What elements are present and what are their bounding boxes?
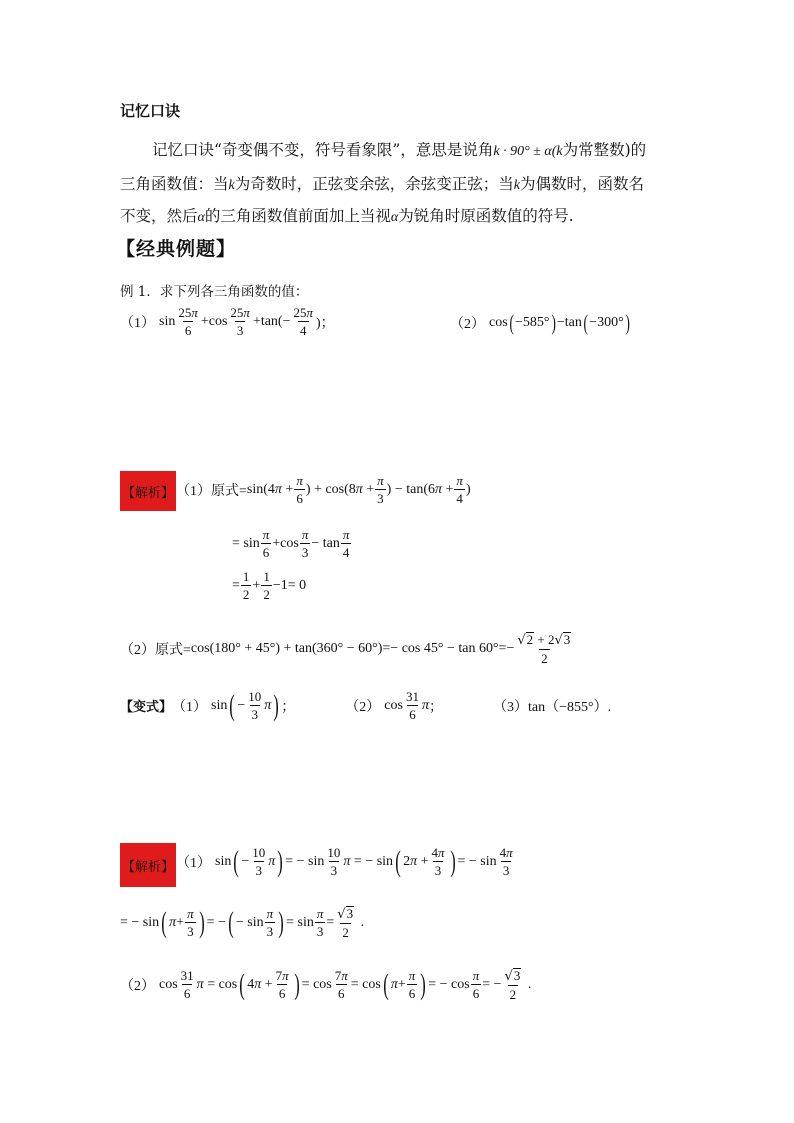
paragraph-line-2 <box>120 170 644 200</box>
paragraph-k: k <box>513 178 520 193</box>
section-title: 记忆口诀 <box>120 102 181 120</box>
paragraph-math: k · 90° ± α( <box>493 144 557 159</box>
paragraph-alpha: α <box>390 210 399 225</box>
example-1-part-1: （1） sin $\frac{25\pi}{6}$ +cos $\frac{25\pi}{3}$ +tan(− $\frac{25\pi}{4}$ )； <box>120 305 335 338</box>
paragraph-text: 为常整数)的 <box>562 141 647 159</box>
paragraph-text: 不变，然后 <box>120 207 198 225</box>
solution-2-part-2: （2） cos $\frac{31}{6}$ π = cos ( 4π + $\frac{7\pi}{6}$ ) = cos $\frac{7\pi}{6}$ = cos ( π + $\frac{\pi}{6}$ ) = − cos $\frac{\pi}{6}$ = − $\frac{√3}{2}$ . <box>120 967 532 1002</box>
paragraph-text: 的三角函数值前面加上当视 <box>204 207 391 225</box>
solution-1-part-2: （2）原式= cos(180° + 45°) + tan(360° − 60°)=− cos 45° − tan 60°=− $\frac{√2 + 2√3}{2}$ <box>120 632 571 666</box>
part-2-expression: cos(180° + 45°) + tan(360° − 60°)=− cos 45° − tan 60°=− <box>190 640 515 656</box>
paragraph-line-1 <box>152 136 646 166</box>
paragraph-text: 三角函数值：当 <box>120 175 229 193</box>
example-1-part-2: （2） cos ( −585° ) − tan ( −300° ) <box>450 310 630 335</box>
cos-text: cos <box>489 315 508 330</box>
part-label: （2） <box>345 699 381 715</box>
paragraph-alpha: α <box>197 210 205 225</box>
solution-label: （1）原式= <box>176 483 247 499</box>
tan-text: tan <box>564 315 582 330</box>
part-3-text: tan（−855°）. <box>527 699 612 715</box>
example-1-stem: 例 1．求下列各三角函数的值： <box>120 284 309 300</box>
solution-tag: 【解析】 <box>120 843 176 887</box>
part-label: （1） <box>176 855 211 871</box>
paragraph-k: k <box>556 144 563 159</box>
examples-title: 【经典例题】 <box>116 238 237 260</box>
paragraph-text: 为偶数时，函数名 <box>519 175 644 193</box>
arg-1: −585° <box>515 315 550 330</box>
solution-1-line-2: = sin $\frac{\pi}{6}$ +cos $\frac{\pi}{3}$ − tan $\frac{\pi}{4}$ <box>232 527 350 560</box>
arg-2: −300° <box>589 315 624 330</box>
variant-label: 【变式】 <box>120 700 173 715</box>
part-label: （2） <box>120 978 155 994</box>
paragraph-k: k <box>228 178 235 193</box>
minus-sign: − <box>556 315 565 330</box>
variant-row: 【变式】 （1） sin ( − $\frac{10}{3}$ π ) ； （2） cos $\frac{31}{6}$ π ； （3） tan（−855°）. <box>120 688 612 722</box>
paragraph-text: 为奇数时，正弦变余弦，余弦变正弦；当 <box>234 175 514 193</box>
part-label: （3） <box>492 699 528 715</box>
solution-1-line-3: = $\frac{1}{2}$ + $\frac{1}{2}$ −1 = 0 <box>232 569 307 602</box>
part-label: （1） <box>172 699 208 715</box>
part-label: （2）原式= <box>120 642 191 658</box>
result: = 0 <box>287 577 307 593</box>
solution-1-line-1: （1）原式= sin(4π + $\frac{\pi}{6}$ ) + cos(8π + $\frac{\pi}{3}$ ) − tan(6π + $\frac{\pi}{4}$ ) <box>176 473 471 506</box>
solution-tag: 【解析】 <box>120 471 176 511</box>
part-label: （2） <box>450 317 485 332</box>
solution-2-line-2: = − sin ( π + $\frac{\pi}{3}$ ) = − ( − sin $\frac{\pi}{3}$ ) = sin $\frac{\pi}{3}$ = $\frac{√3}{2}$ . <box>120 905 365 940</box>
paragraph-text: 为锐角时原函数值的符号. <box>398 207 574 225</box>
part-label: （1） <box>120 315 155 331</box>
paragraph-line-3 <box>120 202 574 232</box>
paragraph-text: 记忆口诀“奇变偶不变，符号看象限”，意思是说角 <box>152 141 494 159</box>
solution-2-line-1: （1） sin ( − $\frac{10}{3}$ π ) = − sin $\frac{10}{3}$ π = − sin ( 2π + $\frac{4\pi}{3}$ ) = − sin $\frac{4\pi}{3}$ <box>176 844 513 878</box>
